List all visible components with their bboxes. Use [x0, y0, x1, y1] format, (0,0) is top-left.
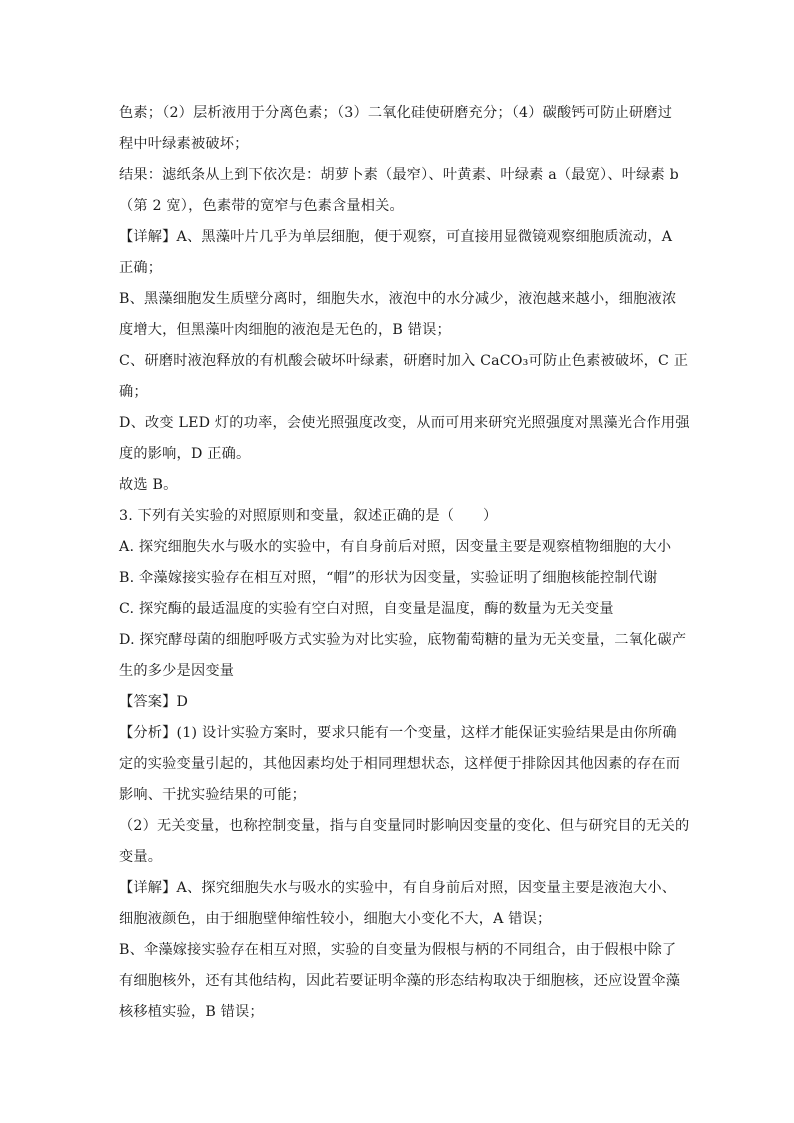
document-body [119, 98, 689, 1028]
text-line: 影响、干扰实验结果的可能； [119, 787, 307, 803]
text-line: 【详解】A、黑藻叶片几乎为单层细胞，便于观察，可直接用显微镜观察细胞质流动，A [119, 229, 673, 245]
text-line: 变量。 [119, 849, 163, 865]
text-line: 度增大，但黑藻叶肉细胞的液泡是无色的，B 错误； [119, 322, 451, 338]
text-line: 正确； [119, 260, 163, 276]
text-line: （2）无关变量，也称控制变量，指与自变量同时影响因变量的变化、但与研究目的无关的 [119, 818, 690, 834]
text-line: 细胞液颜色，由于细胞壁伸缩性较小，细胞大小变化不大，A 错误； [119, 911, 552, 927]
text-line: B、伞藻嫁接实验存在相互对照，实验的自变量为假根与柄的不同组合，由于假根中除了 [119, 942, 677, 958]
text-line: （第 2 宽），色素带的宽窄与色素含量相关。 [119, 198, 404, 214]
text-line: 结果：滤纸条从上到下依次是：胡萝卜素（最窄）、叶黄素、叶绿素 a（最宽）、叶绿素 b [119, 167, 679, 183]
answer-line: 【答案】D [119, 694, 189, 710]
text-line: B、黑藻细胞发生质壁分离时，细胞失水，液泡中的水分减少，液泡越来越小，细胞液浓 [119, 291, 677, 307]
option-b: B. 伞藻嫁接实验存在相互对照，“帽”的形状为因变量，实验证明了细胞核能控制代谢 [119, 570, 658, 586]
text-line: D、改变 LED 灯的功率，会使光照强度改变，从而可用来研究光照强度对黑藻光合作用强 [119, 415, 690, 431]
option-d: D. 探究酵母菌的细胞呼吸方式实验为对比实验，底物葡萄糖的量为无关变量，二氧化碳产 [119, 632, 687, 648]
text-line: C、研磨时液泡释放的有机酸会破坏叶绿素，研磨时加入 CaCO₃可防止色素被破坏，C 正 [119, 353, 689, 369]
explanation-line: 【详解】A、探究细胞失水与吸水的实验中，有自身前后对照，因变量主要是液泡大小、 [119, 880, 677, 896]
option-c: C. 探究酶的最适温度的实验有空白对照，自变量是温度，酶的数量为无关变量 [119, 601, 614, 617]
analysis-line: 【分析】(1) 设计实验方案时，要求只能有一个变量，这样才能保证实验结果是由你所确 [119, 725, 677, 741]
text-line: 程中叶绿素被破坏； [119, 136, 249, 152]
text-line: 度的影响，D 正确。 [119, 446, 251, 462]
option-a: A. 探究细胞失水与吸水的实验中，有自身前后对照，因变量主要是观察植物细胞的大小 [119, 539, 672, 555]
text-line: 生的多少是因变量 [119, 663, 235, 679]
text-line: 定的实验变量引起的，其他因素均处于相同理想状态，这样便于排除因其他因素的存在而 [119, 756, 681, 772]
text-line: 确； [119, 384, 148, 400]
question-stem: 3. 下列有关实验的对照原则和变量，叙述正确的是（ ） [119, 508, 498, 524]
text-line: 有细胞核外，还有其他结构，因此若要证明伞藻的形态结构取决于细胞核，还应设置伞藻 [119, 973, 681, 989]
text-line: 核移植实验，B 错误； [119, 1004, 264, 1020]
text-line: 色素；（2）层析液用于分离色素；（3）二氧化硅使研磨充分；（4）碳酸钙可防止研磨过 [119, 105, 673, 121]
text-line: 故选 B。 [119, 477, 178, 493]
